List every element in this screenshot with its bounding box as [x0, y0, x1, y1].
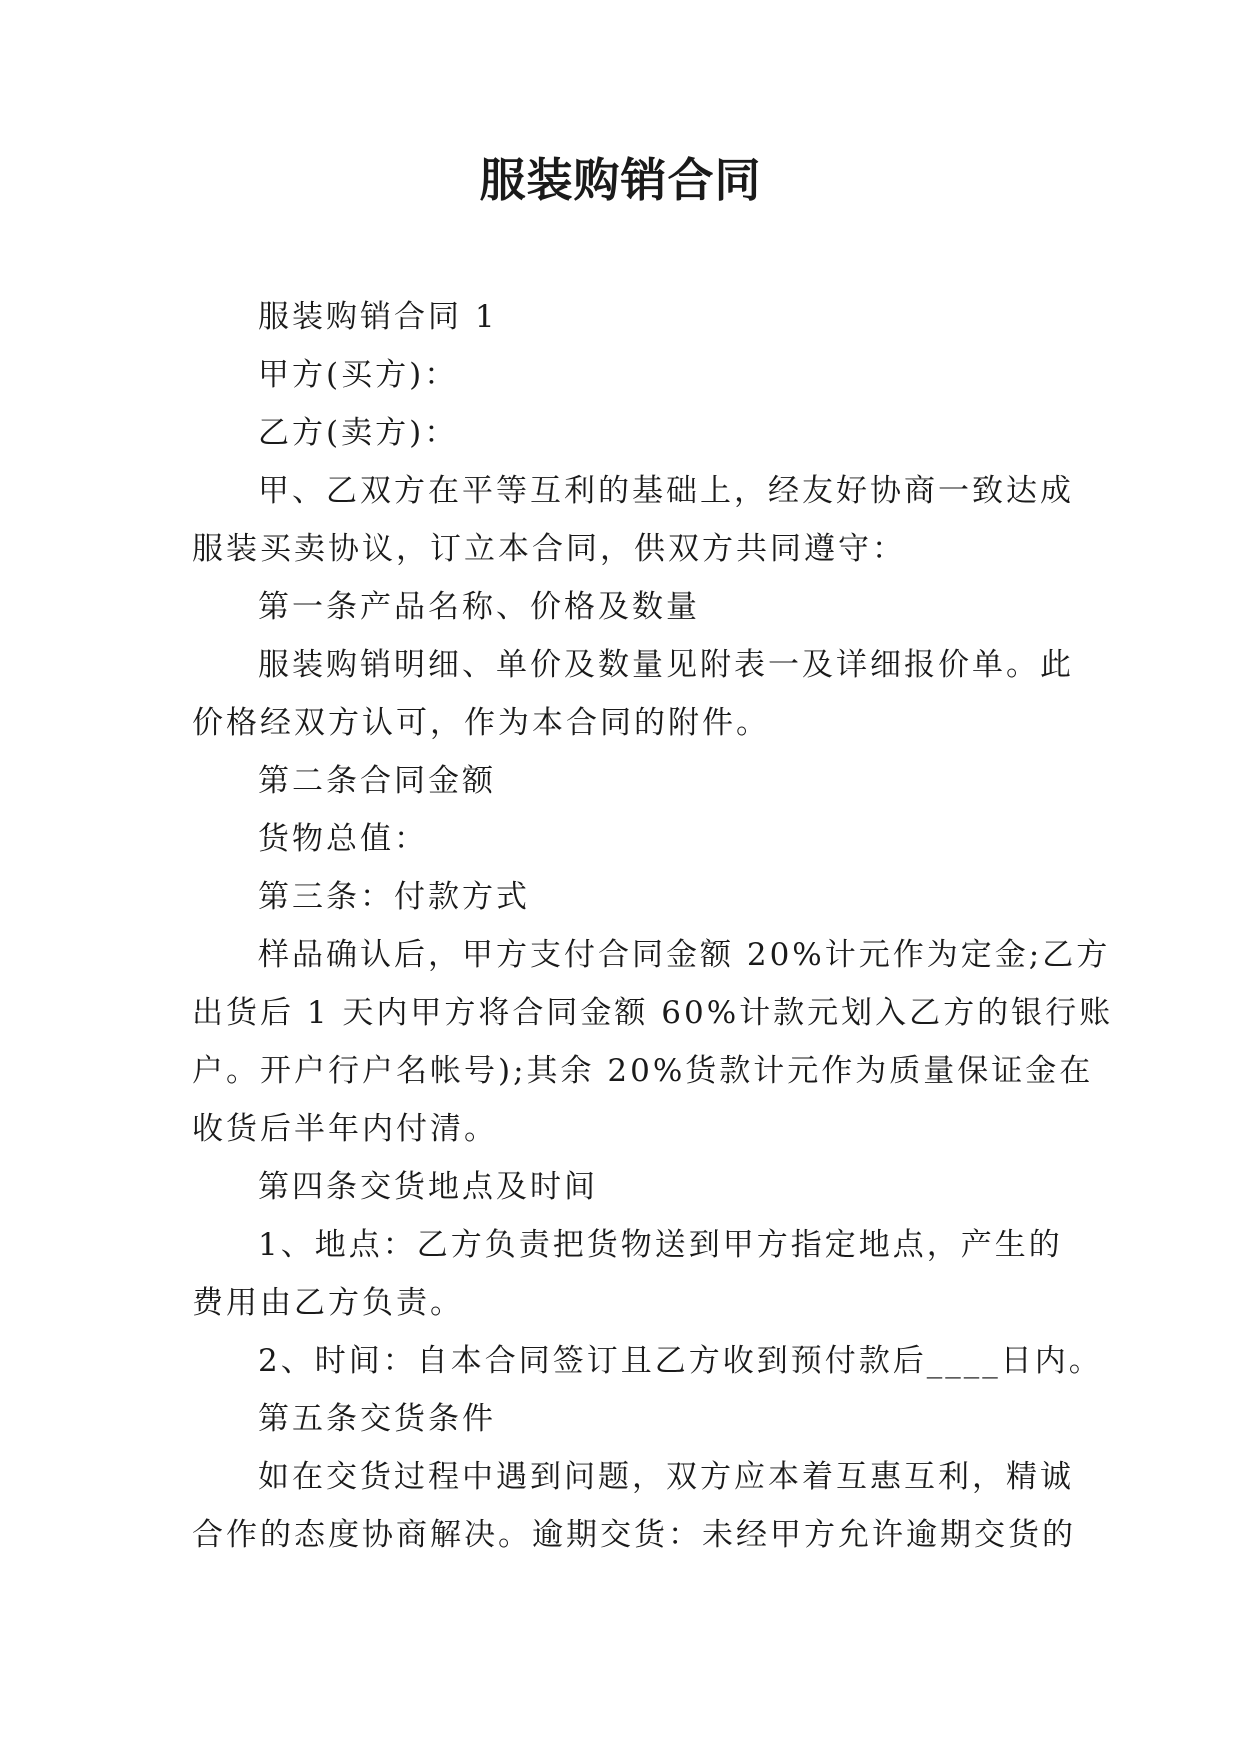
paragraph-line: 价格经双方认可，作为本合同的附件。: [192, 705, 770, 741]
paragraph-line: 甲方(买方)：: [258, 357, 459, 393]
paragraph-contract-number: [192, 288, 1052, 346]
paragraph-article-5: [192, 1448, 1076, 1564]
paragraph-line: 如在交货过程中遇到问题，双方应本着互惠互利，精诚: [258, 1459, 1074, 1495]
paragraph-line: 出货后 1 天内甲方将合同金额 60%计款元划入乙方的银行账: [192, 995, 1114, 1031]
paragraph-line: 费用由乙方负责。: [192, 1285, 464, 1321]
paragraph-line: 收货后半年内付清。: [192, 1111, 498, 1147]
paragraph-line: 1、地点：乙方负责把货物送到甲方指定地点，产生的: [258, 1227, 1063, 1263]
paragraph-article-3: [192, 926, 1114, 1158]
heading-article-3: [192, 868, 1052, 926]
heading-article-5: [192, 1390, 1052, 1448]
paragraph-line: 户。开户行户名帐号);其余 20%货款计元作为质量保证金在: [192, 1053, 1094, 1089]
paragraph-preamble: [192, 462, 1074, 578]
paragraph-party-b: [192, 404, 1052, 462]
paragraph-line: 货物总值：: [258, 821, 428, 857]
heading-article-4: [192, 1158, 1052, 1216]
paragraph-line: 第三条：付款方式: [258, 879, 530, 915]
paragraph-line: 服装买卖协议，订立本合同，供双方共同遵守：: [192, 531, 906, 567]
paragraph-line: 2、时间：自本合同签订且乙方收到预付款后____日内。: [258, 1343, 1103, 1379]
paragraph-delivery-location: [192, 1216, 1063, 1332]
paragraph-line: 第二条合同金额: [258, 763, 496, 799]
paragraph-line: 服装购销合同 1: [258, 299, 498, 335]
paragraph-line: 第四条交货地点及时间: [258, 1169, 598, 1205]
paragraph-line: 乙方(卖方)：: [258, 415, 459, 451]
paragraph-line: 样品确认后，甲方支付合同金额 20%计元作为定金;乙方: [258, 937, 1111, 973]
paragraph-party-a: [192, 346, 1052, 404]
document-title: 服装购销合同: [479, 153, 762, 207]
paragraph-article-1: [192, 636, 1074, 752]
paragraph-total-value: [192, 810, 1052, 868]
paragraph-line: 合作的态度协商解决。逾期交货：未经甲方允许逾期交货的: [192, 1517, 1076, 1553]
document-body: [192, 288, 1114, 1564]
paragraph-line: 服装购销明细、单价及数量见附表一及详细报价单。此: [258, 647, 1074, 683]
heading-article-1: [192, 578, 1052, 636]
heading-article-2: [192, 752, 1052, 810]
paragraph-line: 甲、乙双方在平等互利的基础上，经友好协商一致达成: [258, 473, 1074, 509]
paragraph-line: 第一条产品名称、价格及数量: [258, 589, 700, 625]
paragraph-delivery-time: [192, 1332, 1103, 1390]
paragraph-line: 第五条交货条件: [258, 1401, 496, 1437]
